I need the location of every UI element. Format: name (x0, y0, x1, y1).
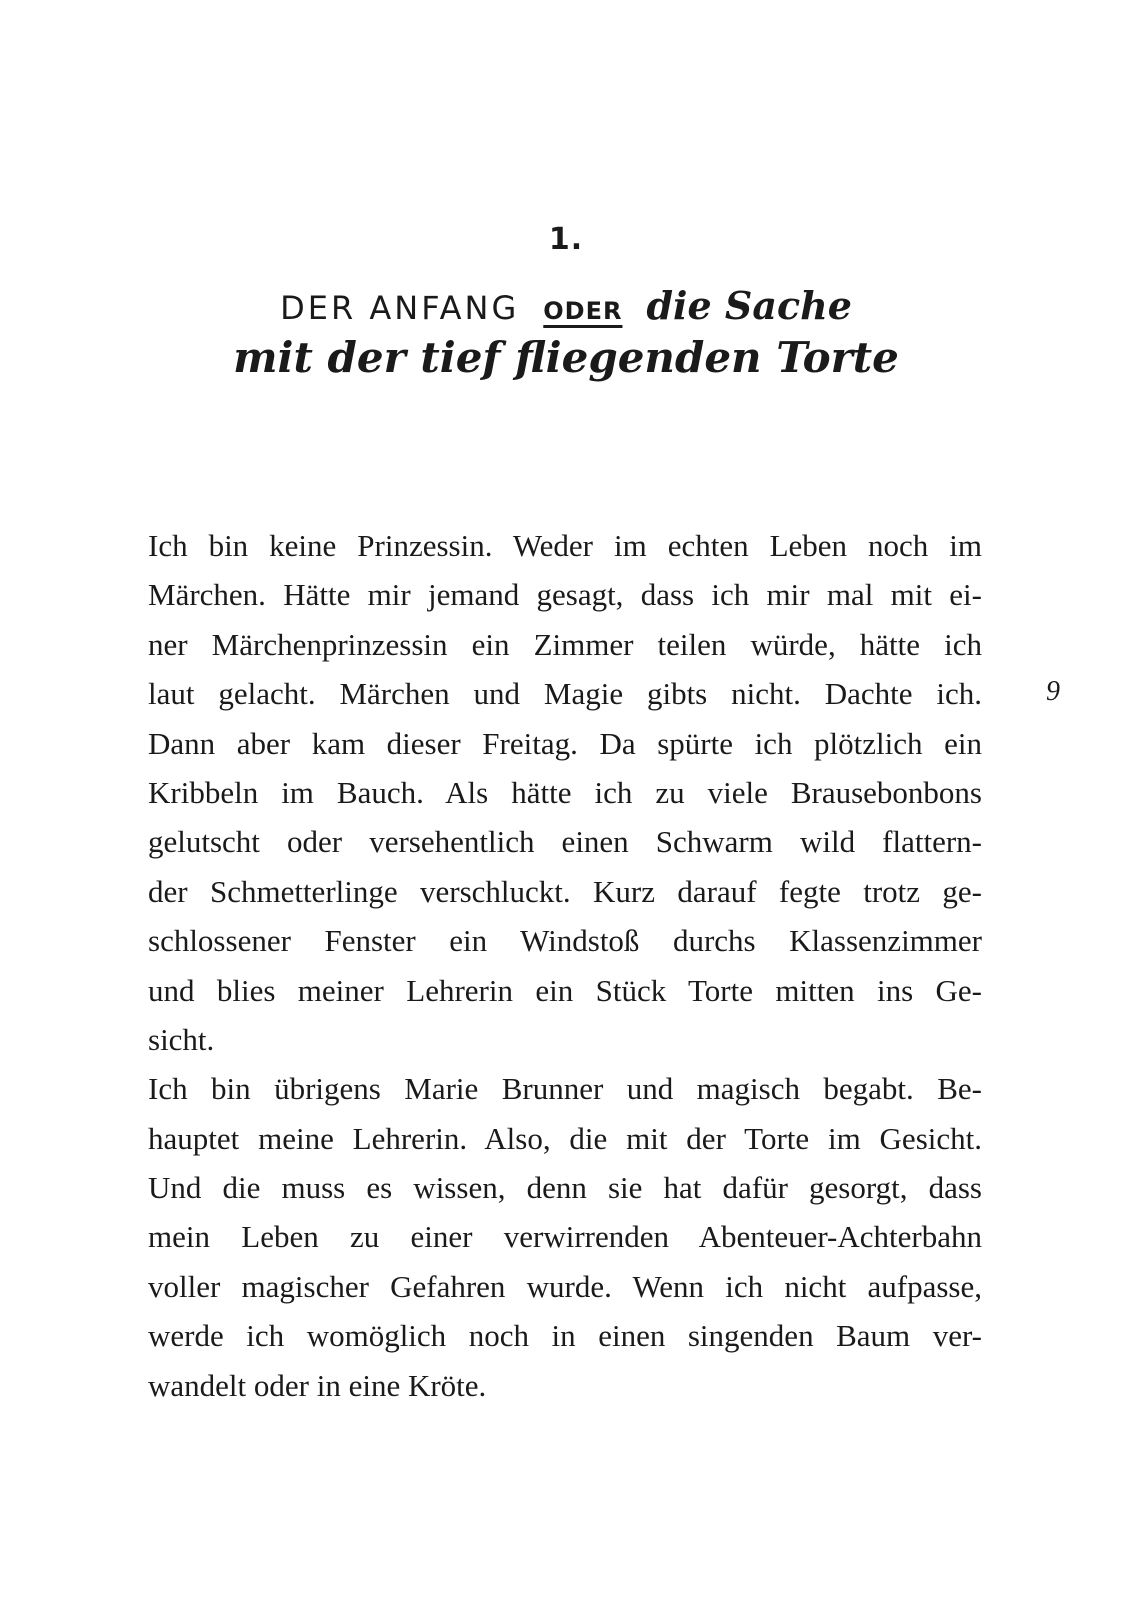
body-line: Und die muss es wissen, denn sie hat dafür gesorgt, dass (148, 1170, 982, 1206)
body-line: Kribbeln im Bauch. Als hätte ich zu viele Brausebonbons (148, 774, 982, 810)
body-line: ner Märchenprinzessin ein Zimmer teilen würde, hätte ich (148, 626, 982, 662)
body-line: hauptet meine Lehrerin. Also, die mit der Torte im Gesicht. (148, 1120, 982, 1156)
body-line: mein Leben zu einer verwirrenden Abenteuer-Achterbahn (148, 1219, 982, 1255)
body-line: werde ich womöglich noch in einen singenden Baum ver- (148, 1318, 982, 1354)
body-line: Ich bin übrigens Marie Brunner und magisch begabt. Be- (148, 1071, 982, 1107)
chapter-title-oder: ODER (543, 297, 623, 325)
chapter-number: 1. (548, 222, 584, 257)
body-line: laut gelacht. Märchen und Magie gibts nicht. Dachte ich. (148, 676, 982, 712)
chapter-title-caps: DER ANFANG (280, 289, 520, 327)
body-line: Dann aber kam dieser Freitag. Da spürte ich plötzlich ein (148, 725, 982, 761)
body-line: der Schmetterlinge verschluckt. Kurz darauf fegte trotz ge- (148, 873, 982, 909)
page-number: 9 (1046, 676, 1060, 707)
body-line: voller magischer Gefahren wurde. Wenn ich nicht aufpasse, (148, 1268, 982, 1304)
chapter-title-script: die Sache (646, 283, 852, 328)
chapter-title-line-2: mit der tief fliegenden Torte (233, 333, 899, 382)
body-line: Märchen. Hätte mir jemand gesagt, dass ich mir mal mit ei- (148, 577, 982, 613)
body-line: schlossener Fenster ein Windstoß durchs Klassenzimmer (148, 923, 982, 959)
body-text (148, 521, 982, 1410)
body-line: und blies meiner Lehrerin ein Stück Torte mitten ins Ge- (148, 972, 982, 1008)
body-line: Ich bin keine Prinzessin. Weder im echten Leben noch im (148, 528, 982, 563)
body-line: wandelt oder in eine Kröte. (148, 1367, 487, 1403)
body-line: sicht. (148, 1021, 215, 1057)
body-line: gelutscht oder versehentlich einen Schwarm wild flattern- (148, 824, 982, 860)
chapter-title-line-1 (0, 282, 1132, 335)
